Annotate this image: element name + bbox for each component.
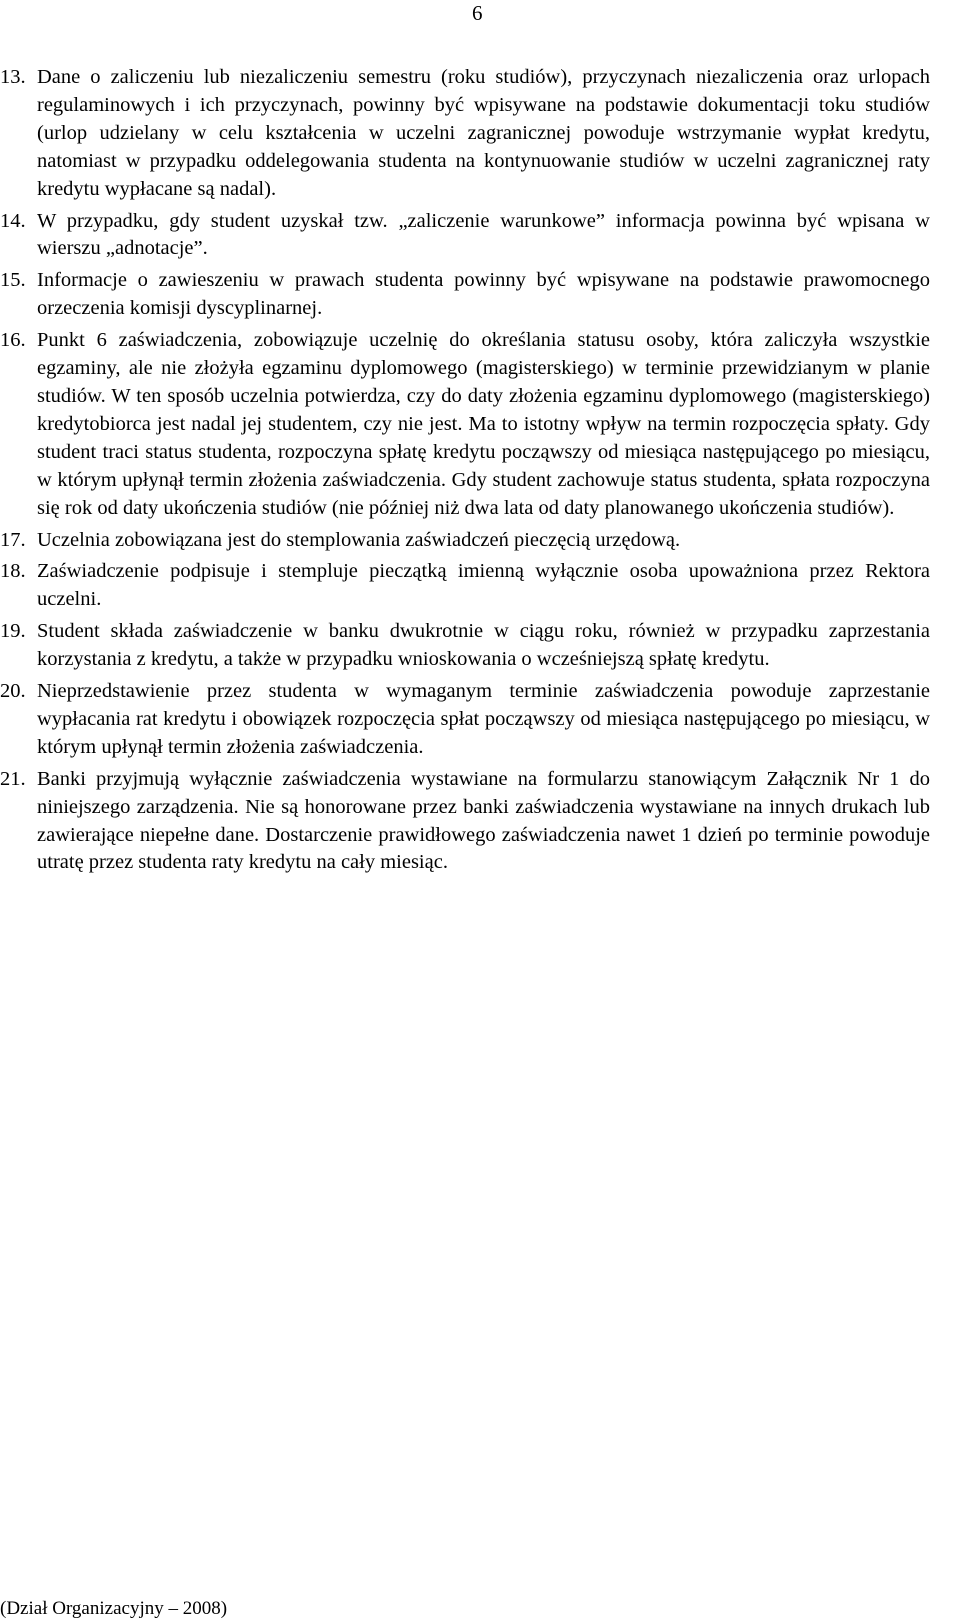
list-item-17 <box>0 527 930 555</box>
item-text: Student składa zaświadczenie w banku dwukrotnie w ciągu roku, również w przypadku zaprzestania korzystania z kredytu, a także w przypadku wnioskowania o wcześniejszą spłatę kredytu. <box>37 620 930 671</box>
page-footer: (Dział Organizacyjny – 2008) <box>0 1598 228 1619</box>
item-text: W przypadku, gdy student uzyskał tzw. „zaliczenie warunkowe” informacja powinna być wpisana w wierszu „adnotacje”. <box>37 209 930 260</box>
item-number: 18. <box>0 560 26 583</box>
item-number: 15. <box>0 269 26 292</box>
list-item-21 <box>0 766 930 878</box>
item-number: 19. <box>0 620 26 643</box>
document-body <box>0 64 930 881</box>
item-text: Nieprzedstawienie przez studenta w wymaganym terminie zaświadczenia powoduje zaprzestanie wypłacania rat kredytu i obowiązek rozpoczęcia spłat począwszy od miesiąca następującego po miesiącu, w którym upłynął termin złożenia zaświadczenia. <box>37 680 930 758</box>
item-text: Banki przyjmują wyłącznie zaświadczenia wystawiane na formularzu stanowiącym Załącznik Nr 1 do niniejszego zarządzenia. Nie są honorowane przez banki zaświadczenia wystawiane na innych drukach lub zawierające niepełne dane. Dostarczenie prawidłowego zaświadczenia nawet 1 dzień po terminie powoduje utratę przez studenta raty kredytu na cały miesiąc. <box>37 767 930 874</box>
item-number: 13. <box>0 66 26 88</box>
item-number: 14. <box>0 209 26 232</box>
item-text: Punkt 6 zaświadczenia, zobowiązuje uczelnię do określania statusu osoby, która zaliczyła wszystkie egzaminy, ale nie złożyła egzaminu dyplomowego (magisterskiego) w terminie przewidzianym w planie studiów. W ten sposób uczelnia potwierdza, czy do daty złożenia egzaminu dyplomowego (magisterskiego) kredytobiorca jest nadal jej studentem, czy nie jest. Ma to istotny wpływ na termin rozpoczęcia spłaty. Gdy student traci status studenta, rozpoczyna spłatę kredytu począwszy od miesiąca następującego po miesiącu, w którym upłynął termin złożenia zaświadczenia. Gdy student zachowuje status studenta, spłata rozpoczyna się rok od daty ukończenia studiów (nie później niż dwa lata od daty planowanego ukończenia studiów). <box>37 329 930 519</box>
list-item-18 <box>0 558 930 614</box>
list-item-13 <box>0 64 930 204</box>
item-number: 16. <box>0 329 26 352</box>
list-item-19 <box>0 618 930 674</box>
list-item-15 <box>0 267 930 323</box>
list-item-16 <box>0 327 930 522</box>
list-item-14 <box>0 208 930 264</box>
item-text: Informacje o zawieszeniu w prawach studenta powinny być wpisywane na podstawie prawomocnego orzeczenia komisji dyscyplinarnej. <box>37 269 930 320</box>
item-number: 17. <box>0 528 26 551</box>
item-number: 20. <box>0 680 26 703</box>
page-number: 6 <box>472 1 483 25</box>
item-text: Uczelnia zobowiązana jest do stemplowania zaświadczeń pieczęcią urzędową. <box>37 528 681 551</box>
item-number: 21. <box>0 767 26 790</box>
item-text: Dane o zaliczeniu lub niezaliczeniu semestru (roku studiów), przyczynach niezaliczenia oraz urlopach regulaminowych i ich przyczynach, powinny być wpisywane na podstawie dokumentacji toku studiów (urlop udzielany w celu kształcenia w uczelni zagranicznej powoduje wstrzymanie wypłat kredytu, natomiast w przypadku oddelegowania studenta na kontynuowanie studiów w uczelni zagranicznej raty kredytu wypłacane są nadal). <box>37 66 930 200</box>
item-text: Zaświadczenie podpisuje i stempluje pieczątką imienną wyłącznie osoba upoważniona przez Rektora uczelni. <box>37 560 930 611</box>
list-item-20 <box>0 678 930 762</box>
